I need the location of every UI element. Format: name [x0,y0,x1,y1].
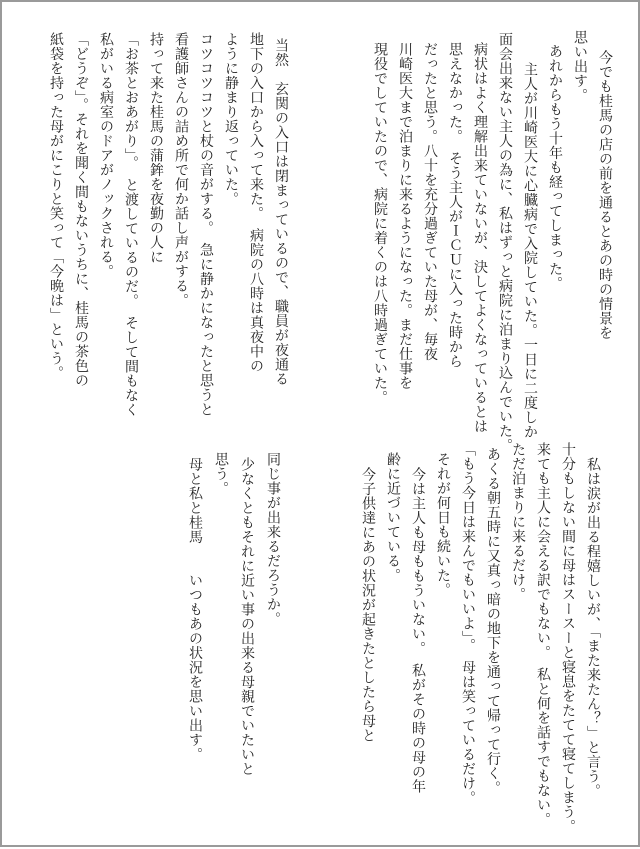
text-column: コツコツコツと杖の音がする。 急に静かになったと思うと [198,32,214,417]
text-column: 母と私と桂馬 いつもあの状況を思い出す。 [187,457,203,762]
text-column: 思い出す。 [572,30,588,103]
text-column: 今子供達にあの状況が起きたとしたら母と [360,467,376,743]
text-column: 持って来た桂馬の蒲鉾を夜勤の人に [148,32,164,264]
text-column: 紙袋を持った母がにこりと笑って「今晩は」という。 [48,32,64,380]
text-column: 「もう今日は来んでもいいよ」。 母は笑っているだけ。 [460,442,476,805]
text-column: 思う。 [213,452,229,496]
text-column: 現役でしていたので、病院に着くのは八時過ぎていた。 [372,42,388,405]
text-column: 「どうぞ」。それを聞く間もないうちに、桂馬の茶色の [73,32,89,388]
text-column: それが何日も続いた。 [435,452,451,597]
text-column: 今は主人も母ももういない。 私がその時の母の年 [410,467,426,794]
text-column: 思えなかった。 そう主人がＩＣＵに入った時から [447,42,463,369]
text-column: あれからもう十年も経ってしまった。 [547,44,563,291]
text-column: 地下の入口から入って来た。 病院の八時は真夜中の [248,32,264,373]
text-column: 私は涙が出る程嬉しいが、「また来たん？」と言う。 [585,457,601,798]
text-column: ただ泊まりに来るだけ。 [510,442,526,602]
text-column: 来ても主人に会える訳でもない。 私と何を話すでもない。 [535,442,551,827]
text-column: 「お茶とおあがり」。 と渡しているのだ。 そして間もなく [123,32,139,417]
text-column: 十分もしない間に母はスースーと寝息をたてて寝てしまう。 [560,442,576,834]
text-column: 面会出来ない主人の為に、私はずっと病院に泊まり込んでいた。 [497,32,513,453]
text-column: だったと思う。八十を充分過ぎていた母が、毎夜 [422,42,438,361]
text-column: 齢に近づいている。 [385,452,401,583]
text-column: 少なくともそれに近い事の出来る母親でいたいと [239,457,255,776]
text-block-bottom-left [2,2,640,849]
text-column: ように静まり返っていた。 [223,32,239,206]
text-column: 同じ事が出来るだろうか。 [265,452,281,626]
text-column: 病状はよく理解出来ていないが、決してよくなっているとは [472,42,488,434]
text-column: 看護師さんの詰め所で何か話し声がする。 [173,32,189,308]
text-column: 今でも桂馬の店の前を通るとあの時の情景を [597,50,613,340]
text-column: 私がいる病室のドアがノックされる。 [98,32,114,279]
text-column: 主人が川崎医大に心臓病で入院していた。一日に二度しか [522,62,538,439]
text-column: 当然 玄関の入口は閉まっているので、職員が夜通る [273,38,289,386]
text-column: あくる朝五時に又真っ暗の地下を通って帰って行く。 [485,447,501,795]
text-column: 川崎医大まで泊まりに来るようになった。まだ仕事を [397,42,413,390]
